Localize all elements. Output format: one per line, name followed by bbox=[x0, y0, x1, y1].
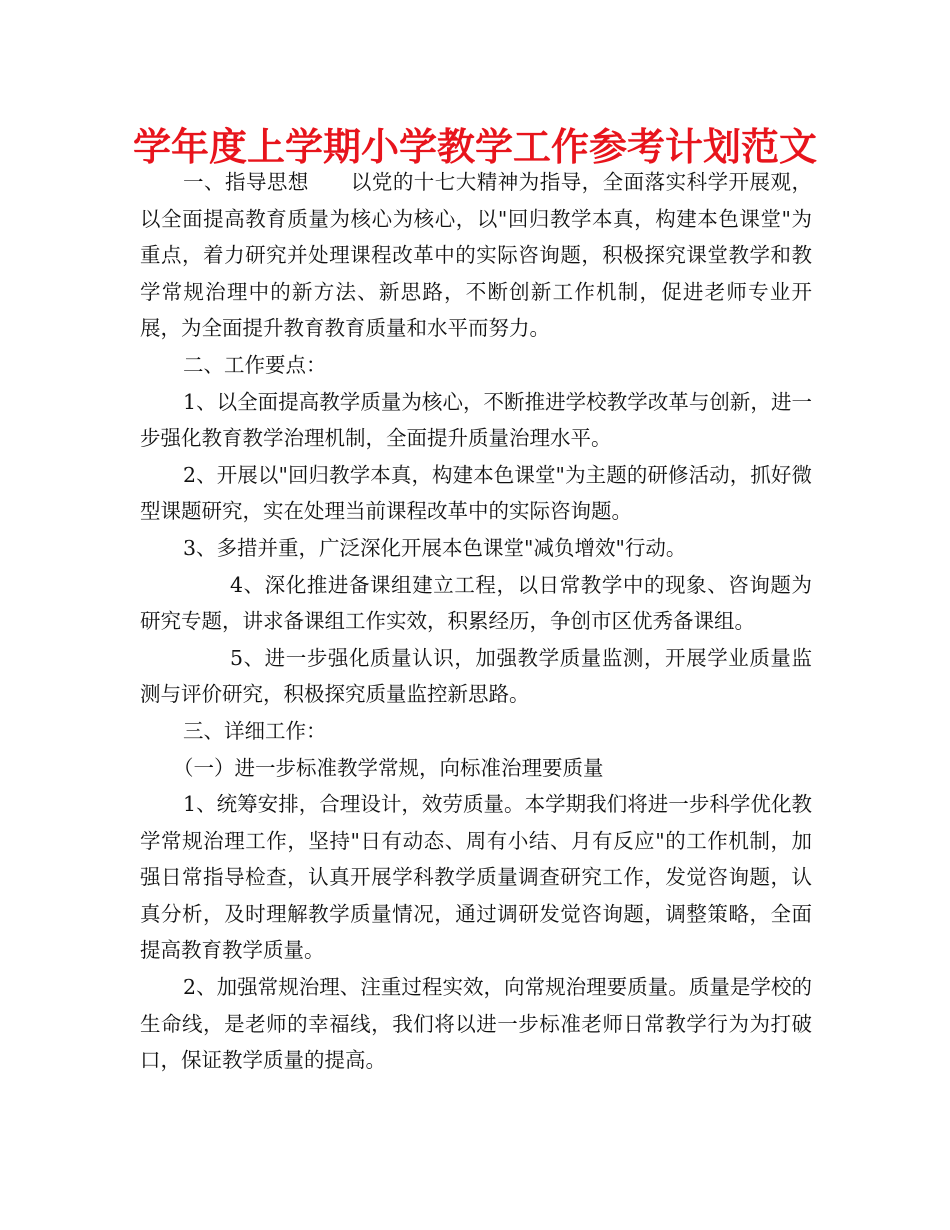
paragraph-point-2: 2、开展以"回归教学本真，构建本色课堂"为主题的研修活动，抓好微型课题研究，实在处理当前课程改革中的实际咨询题。 bbox=[140, 462, 812, 524]
paragraph-point-4: 4、深化推进备课组建立工程，以日常教学中的现象、咨询题为研究专题，讲求备课组工作实效，积累经历，争创市区优秀备课组。 bbox=[140, 572, 812, 634]
paragraph-detail-1: 1、统筹安排，合理设计，效劳质量。本学期我们将进一步科学优化教学常规治理工作，坚持"日有动态、周有小结、月有反应"的工作机制，加强日常指导检查，认真开展学科教学质量调查研究工作，发觉咨询题，认真分析，及时理解教学质量情况，通过调研发觉咨询题，调整策略，全面提高教育教学质量。 bbox=[140, 792, 812, 963]
heading-detailed-work: 三、详细工作： bbox=[183, 718, 327, 743]
heading-work-points: 二、工作要点： bbox=[183, 352, 327, 377]
paragraph-point-1: 1、以全面提高教学质量为核心，不断推进学校教学改革与创新，进一步强化教育教学治理机制，全面提升质量治理水平。 bbox=[140, 389, 812, 451]
document-body bbox=[140, 164, 812, 1079]
paragraph-point-5: 5、进一步强化质量认识，加强教学质量监测，开展学业质量监测与评价研究，积极探究质量监控新思路。 bbox=[140, 645, 812, 707]
subheading-section-1: （一）进一步标准教学常规，向标准治理要质量 bbox=[173, 755, 604, 780]
paragraph-point-3: 3、多措并重，广泛深化开展本色课堂"减负增效"行动。 bbox=[183, 535, 687, 560]
paragraph-guiding-thought: 一、指导思想 以党的十七大精神为指导，全面落实科学开展观，以全面提高教育质量为核心为核心，以"回归教学本真，构建本色课堂"为重点，着力研究并处理课程改革中的实际咨询题，积极探究课堂教学和教学常规治理中的新方法、新思路，不断创新工作机制，促进老师专业开展，为全面提升教育教育质量和水平而努力。 bbox=[140, 170, 812, 341]
document-title: 学年度上学期小学教学工作参考计划范文 bbox=[132, 125, 817, 169]
paragraph-detail-2: 2、加强常规治理、注重过程实效，向常规治理要质量。质量是学校的生命线，是老师的幸福线，我们将以进一步标准老师日常教学行为为打破口，保证教学质量的提高。 bbox=[140, 975, 812, 1073]
